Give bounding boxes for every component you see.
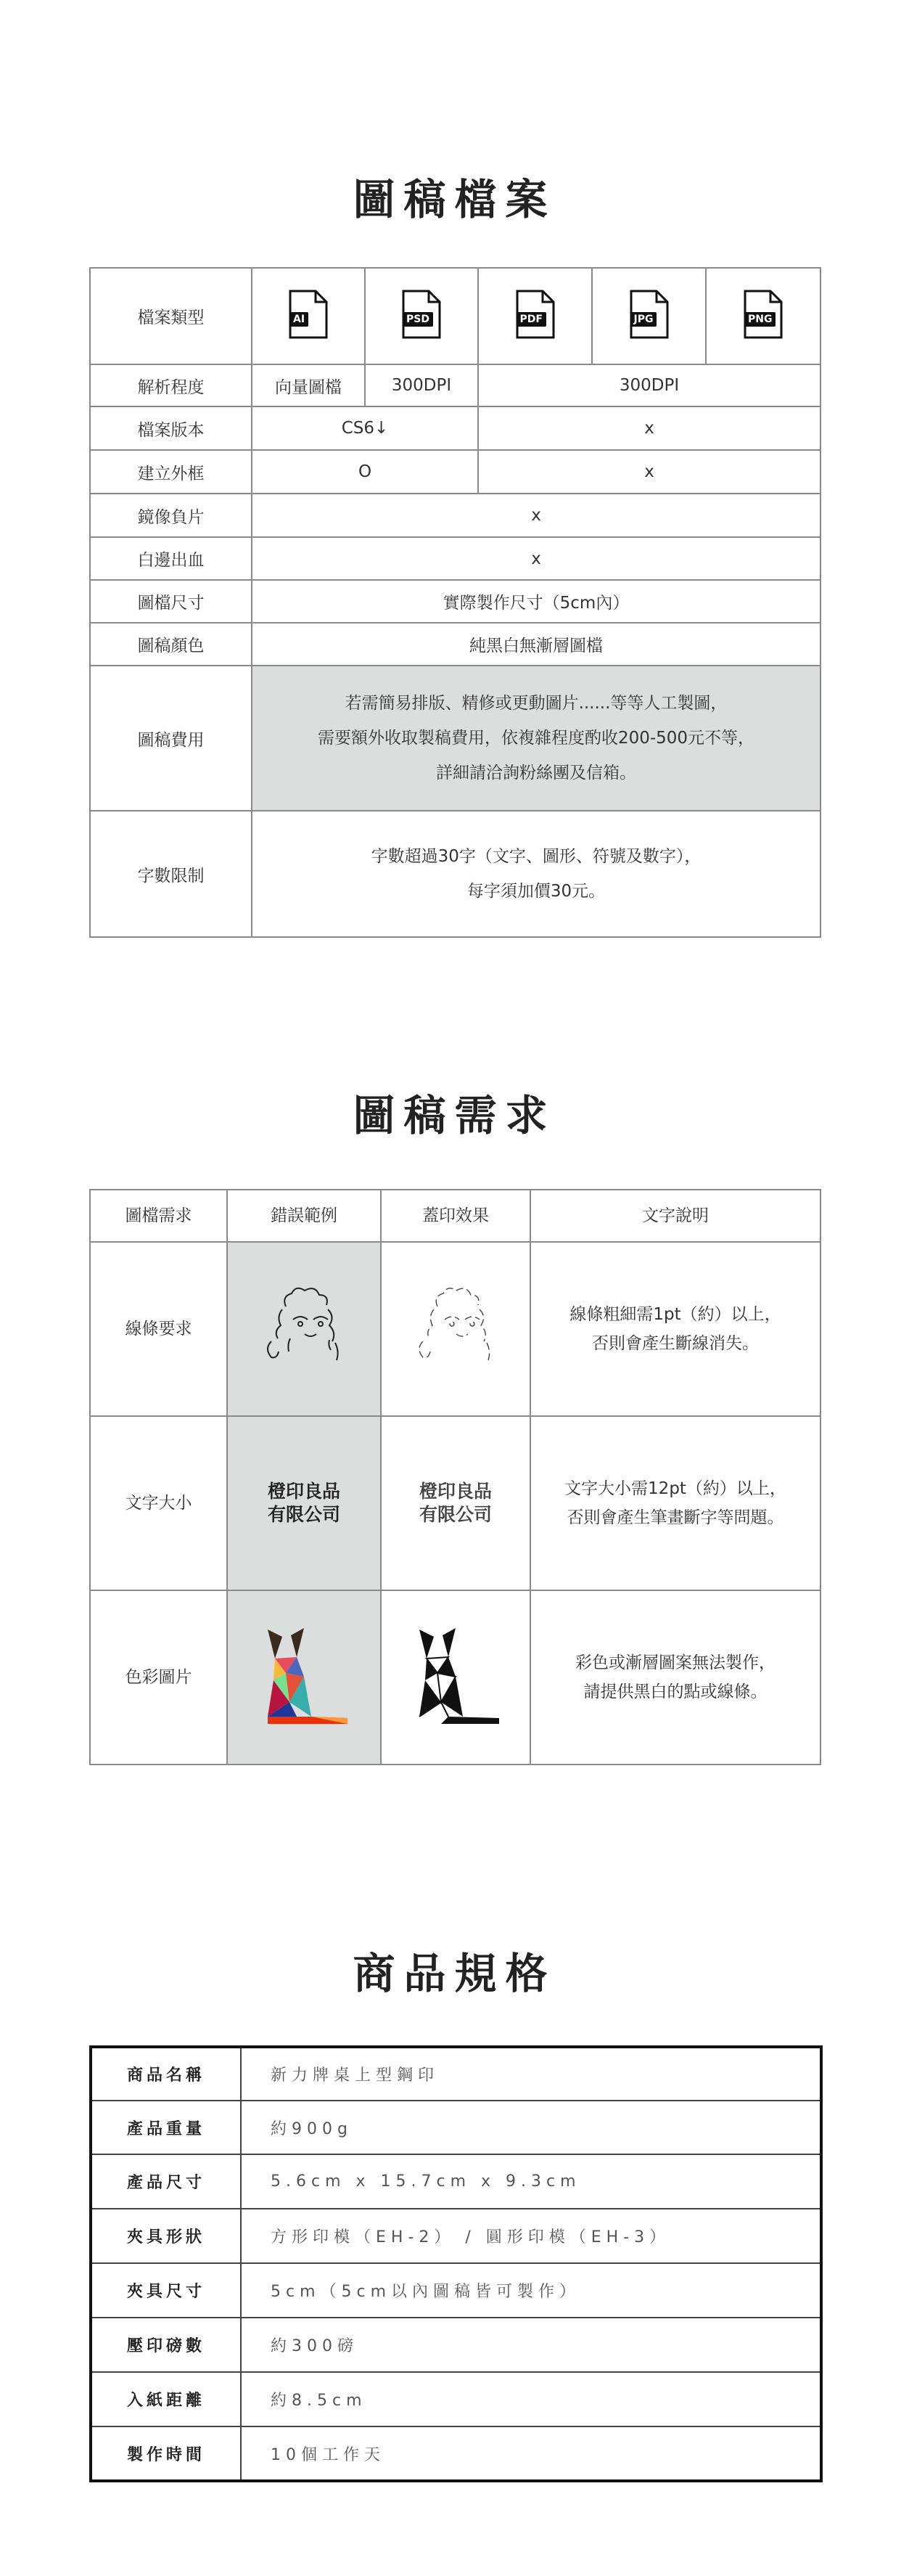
spec-key: 入紙距離 <box>91 2372 241 2426</box>
spec-key: 產品尺寸 <box>91 2154 241 2209</box>
stamp-effect-cell <box>381 1416 530 1590</box>
stamp-effect-cell <box>381 1242 530 1416</box>
description-line: 彩色或漸層圖案無法製作， <box>575 1653 776 1672</box>
mirror-value: x <box>252 494 820 537</box>
description-line: 文字大小需12pt（約）以上， <box>564 1479 786 1498</box>
color-value: 純黑白無漸層圖檔 <box>252 623 820 666</box>
requirements-table <box>89 1189 821 1765</box>
spec-value: 5cm（5cm以內圖稿皆可製作） <box>241 2263 821 2318</box>
fee-line: 若需簡易排版、精修或更動圖片......等等人工製圖， <box>345 694 728 713</box>
spec-key: 產品重量 <box>91 2101 241 2154</box>
version-other: x <box>478 406 820 450</box>
outline-other: x <box>478 450 820 494</box>
bear-line-art-broken-illustration <box>394 1277 517 1372</box>
file-icon-cell <box>252 268 365 364</box>
spec-key: 夾具尺寸 <box>91 2263 241 2318</box>
seal-text-stamped: 橙印良品 有限公司 <box>419 1481 492 1525</box>
spec-value: 新力牌桌上型鋼印 <box>241 2047 821 2101</box>
spec-key: 夾具形狀 <box>91 2209 241 2263</box>
description-cell <box>530 1590 820 1765</box>
section-title-files: 圖稿檔案 <box>353 175 556 224</box>
spec-key: 壓印磅數 <box>91 2318 241 2372</box>
char-limit-line: 字數超過30字（文字、圖形、符號及數字）， <box>371 847 702 866</box>
row-label-fee: 圖稿費用 <box>90 666 252 811</box>
section-title-requirements: 圖稿需求 <box>353 1091 556 1140</box>
row-label-char-limit: 字數限制 <box>90 811 252 937</box>
description-cell <box>530 1242 820 1416</box>
resolution-psd: 300DPI <box>365 364 478 406</box>
psd-file-icon: PSD <box>401 289 442 340</box>
row-label-file-type: 檔案類型 <box>90 268 252 364</box>
seal-text-wrong: 橙印良品 有限公司 <box>267 1481 340 1525</box>
description-line: 否則會產生筆畫斷字等問題。 <box>567 1508 784 1527</box>
description-line: 線條粗細需1pt（約）以上， <box>569 1305 781 1324</box>
png-file-icon: PNG <box>743 289 783 340</box>
resolution-raster: 300DPI <box>478 364 820 406</box>
char-limit-line: 每字須加價30元。 <box>466 882 606 901</box>
black-deer-illustration <box>398 1615 514 1731</box>
jpg-file-icon: JPG <box>629 289 670 340</box>
ai-file-icon: AI <box>288 289 329 340</box>
outline-ai-psd: O <box>252 450 478 494</box>
product-spec-table <box>89 2045 823 2482</box>
header-wrong-example: 錯誤範例 <box>227 1190 381 1242</box>
spec-value: 5.6cm x 15.7cm x 9.3cm <box>241 2154 821 2209</box>
colorful-deer-illustration <box>246 1615 362 1731</box>
description-line: 否則會產生斷線消失。 <box>592 1334 759 1353</box>
row-label-outline: 建立外框 <box>90 450 252 494</box>
bear-line-art-thin-illustration <box>242 1277 366 1372</box>
wrong-example-cell <box>227 1242 381 1416</box>
resolution-vector: 向量圖檔 <box>252 364 365 406</box>
file-icon-cell <box>706 268 820 364</box>
char-limit-note <box>252 811 820 937</box>
size-value: 實際製作尺寸（5cm內） <box>252 580 820 623</box>
row-label-bleed: 白邊出血 <box>90 537 252 580</box>
stamp-effect-cell <box>381 1590 530 1765</box>
pdf-file-icon: PDF <box>515 289 556 340</box>
section-title-specs: 商品規格 <box>353 1949 556 1998</box>
row-label-line: 線條要求 <box>90 1242 227 1416</box>
row-label-mirror: 鏡像負片 <box>90 494 252 537</box>
spec-value: 方形印模（EH-2） / 圓形印模（EH-3） <box>241 2209 821 2263</box>
spec-value: 約900g <box>241 2101 821 2154</box>
row-label-text-size: 文字大小 <box>90 1416 227 1590</box>
fee-note <box>252 666 820 811</box>
spec-key: 製作時間 <box>91 2426 241 2481</box>
fee-line: 詳細請洽詢粉絲團及信箱。 <box>436 764 636 782</box>
fee-line: 需要額外收取製稿費用，依複雜程度酌收200-500元不等， <box>317 729 755 748</box>
version-ai-psd: CS6↓ <box>252 406 478 450</box>
spec-value: 約8.5cm <box>241 2372 821 2426</box>
spec-value: 10個工作天 <box>241 2426 821 2481</box>
row-label-color: 圖稿顏色 <box>90 623 252 666</box>
wrong-example-cell <box>227 1590 381 1765</box>
header-requirement: 圖檔需求 <box>90 1190 227 1242</box>
wrong-example-cell <box>227 1416 381 1590</box>
row-label-color-image: 色彩圖片 <box>90 1590 227 1765</box>
file-icon-cell <box>592 268 706 364</box>
row-label-resolution: 解析程度 <box>90 364 252 406</box>
file-spec-table <box>89 267 821 938</box>
spec-value: 約300磅 <box>241 2318 821 2372</box>
file-icon-cell <box>365 268 478 364</box>
header-description: 文字說明 <box>530 1190 820 1242</box>
spec-key: 商品名稱 <box>91 2047 241 2101</box>
file-icon-cell <box>478 268 592 364</box>
row-label-size: 圖檔尺寸 <box>90 580 252 623</box>
description-cell <box>530 1416 820 1590</box>
description-line: 請提供黑白的點或線條。 <box>583 1682 768 1701</box>
header-stamp-effect: 蓋印效果 <box>381 1190 530 1242</box>
row-label-version: 檔案版本 <box>90 406 252 450</box>
bleed-value: x <box>252 537 820 580</box>
